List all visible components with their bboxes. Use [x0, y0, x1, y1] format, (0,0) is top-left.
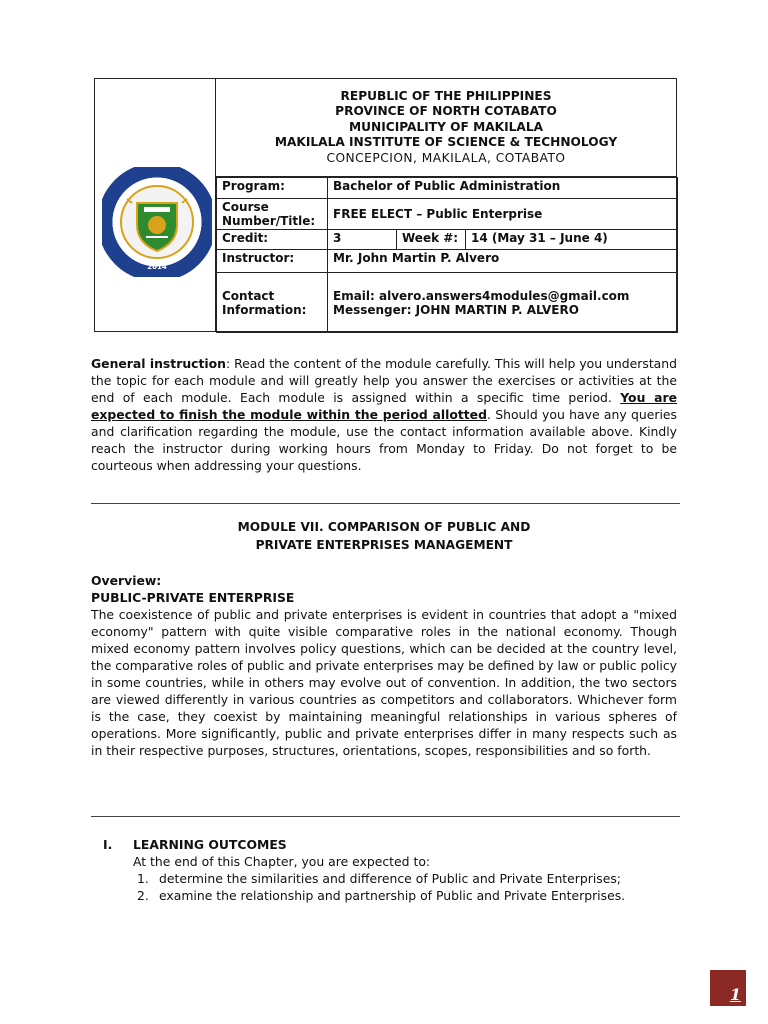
list-item-text: examine the relationship and partnership of Public and Private Enterprises.: [159, 888, 626, 903]
section-title: LEARNING OUTCOMES: [133, 837, 287, 852]
course-value: FREE ELECT – Public Enterprise: [328, 199, 678, 230]
program-row: [217, 178, 678, 199]
course-row: [217, 199, 678, 230]
instructor-value: Mr. John Martin P. Alvero: [328, 250, 678, 273]
section-number: I.: [103, 837, 113, 852]
contact-messenger: Messenger: JOHN MARTIN P. ALVERO: [333, 302, 579, 317]
list-item: [133, 887, 680, 904]
logo-cell: [95, 79, 216, 331]
list-item: [133, 870, 680, 887]
week-value: 14 (May 31 – June 4): [466, 230, 678, 250]
heading-institute: MAKILALA INSTITUTE OF SCIENCE & TECHNOLOGY: [274, 135, 618, 150]
credit-row: [217, 230, 678, 250]
logo-year-text: 2014: [147, 263, 167, 271]
program-label: Program:: [217, 178, 328, 199]
learning-outcomes-heading: [91, 836, 680, 853]
heading-province: PROVINCE OF NORTH COTABATO: [335, 104, 557, 119]
section-divider: [91, 816, 680, 817]
page-number: 1: [729, 985, 741, 1004]
instructor-row: [217, 250, 678, 273]
course-label: Course Number/Title:: [217, 199, 328, 230]
general-instruction-label: General instruction: [91, 356, 226, 371]
heading-republic: REPUBLIC OF THE PHILIPPINES: [340, 89, 552, 103]
heading-address: CONCEPCION, MAKILALA, COTABATO: [326, 150, 566, 165]
general-instruction: [91, 355, 677, 474]
module-title-line2: PRIVATE ENTERPRISES MANAGEMENT: [255, 538, 513, 552]
credit-value: 3: [328, 230, 397, 250]
general-instruction-text2: . Should you have any queries and clarification regarding the module, use the contact information available above. Kindly reach the instructor during working hours from Monday to Friday. Do not forget to be courteous when addressing your questions.: [91, 407, 677, 473]
module-title-line1: MODULE VII. COMPARISON OF PUBLIC AND: [237, 520, 531, 534]
overview-body: The coexistence of public and private enterprises is evident in countries that adopt a "mixed economy" pattern with quite visible comparative roles in the national economy. Though mixed economy pattern involves policy questions, which can be decided at the country level, the comparative roles of public and private enterprises may be defined by law or public policy in some countries, while in others may evolve out of convention. In addition, the two sectors are viewed differently in various countries as competitors and collaborators. Whichever form is the case, they coexist by maintaining meaningful relationships in various spheres of operations. More significantly, public and private enterprises differ in many respects such as in their respective purposes, structures, orientations, scopes, responsibilities and so forth.: [91, 607, 677, 758]
credit-label: Credit:: [217, 230, 328, 250]
contact-row: [217, 273, 678, 333]
module-header: [94, 78, 677, 332]
general-instruction-emphasis: You are expected to finish the module within the period allotted: [91, 390, 677, 422]
course-info-table: [216, 177, 678, 333]
program-value: Bachelor of Public Administration: [328, 178, 678, 199]
section-divider: [91, 503, 680, 504]
general-instruction-text1: : Read the content of the module carefully. This will help you understand the topic for each module and will greatly help you answer the exercises or activities at the end of each module. Each module is assigned within a specific time period.: [91, 356, 677, 405]
learning-outcomes-intro: At the end of this Chapter, you are expected to:: [133, 854, 431, 869]
list-item-number: 2.: [137, 888, 149, 903]
list-item-number: 1.: [137, 871, 149, 886]
institution-heading: [216, 79, 676, 177]
contact-email: Email: alvero.answers4modules@gmail.com: [333, 288, 630, 303]
page-number-badge: [710, 970, 746, 1006]
learning-outcomes-section: [91, 836, 680, 904]
contact-label: Contact Information:: [217, 273, 328, 333]
overview-subtitle: PUBLIC-PRIVATE ENTERPRISE: [91, 590, 295, 605]
week-label: Week #:: [397, 230, 466, 250]
list-item-text: determine the similarities and difference of Public and Private Enterprises;: [159, 871, 621, 886]
overview-label: Overview:: [91, 573, 162, 588]
school-seal-logo: [102, 167, 212, 277]
contact-value: [328, 273, 678, 333]
instructor-label: Instructor:: [217, 250, 328, 273]
heading-municipality: MUNICIPALITY OF MAKILALA: [348, 119, 544, 134]
